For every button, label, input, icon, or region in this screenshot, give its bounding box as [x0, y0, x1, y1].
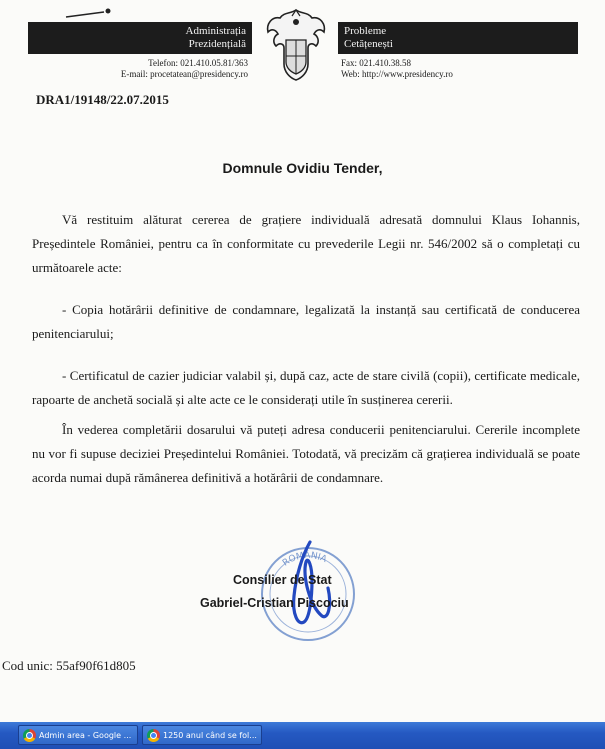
- registration-number: DRA1/19148/22.07.2015: [36, 92, 169, 107]
- header-right-title-2: Cetățenești: [344, 38, 393, 50]
- coat-of-arms-icon: [262, 6, 330, 82]
- salutation: Domnule Ovidiu Tender,: [222, 160, 383, 176]
- header-right-contact: [341, 58, 453, 80]
- paragraph-2: - Copia hotărârii definitive de condamnare, legalizată la instanță sau certificată de conducerea penitenciarului;: [32, 302, 580, 341]
- pen-mark: [64, 8, 114, 20]
- paragraph-1: Vă restituim alăturat cererea de grațiere individuală adresată domnului Klaus Iohannis, Președintele României, pentru ca în conformitate cu prevederile Legii nr. 546/2002 să o completați cu următoarele acte:: [32, 212, 580, 275]
- signature-title: Consilier de Stat: [233, 573, 332, 587]
- header-web: Web: http://www.presidency.ro: [341, 69, 453, 79]
- header-left-contact: [121, 58, 248, 80]
- header-left-title-1: Administrația: [185, 25, 246, 37]
- header-email: E-mail: procetatean@presidency.ro: [120, 69, 248, 79]
- paragraph-4: În vederea completării dosarului vă puteți adresa conducerii penitenciarului. Cererile incomplete nu vor fi supuse deciziei Președintelui României. Totodată, vă precizăm că grațierea individuală se poate acorda numai după rămânerea definitivă a hotărârii de condamnare.: [32, 422, 580, 485]
- signature-name: Gabriel-Cristian Piscociu: [200, 596, 349, 610]
- header-phone: Telefon: 021.410.05.81/363: [148, 58, 248, 68]
- header-right-title-1: Probleme: [344, 25, 387, 37]
- taskbar: [0, 722, 605, 749]
- taskbar-item-1250-anul[interactable]: [142, 725, 262, 745]
- unique-code: Cod unic: 55af90f61d805: [2, 658, 136, 673]
- header-left-title-2: Prezidențială: [188, 38, 246, 50]
- chrome-icon: [23, 729, 36, 742]
- header-left-bar: [28, 22, 252, 54]
- paragraph-3: - Certificatul de cazier judiciar valabil și, după caz, acte de stare civilă (copii), certificate medicale, rapoarte de anchetă socială și alte acte ce le considerați utile în susținerea cererii.: [32, 368, 580, 407]
- taskbar-item-label: Admin area - Google ...: [39, 731, 132, 740]
- taskbar-item-admin-area[interactable]: [18, 725, 138, 745]
- stamp-text: ROMÂNIA: [281, 550, 329, 569]
- header-right-bar: [338, 22, 578, 54]
- header-fax: Fax: 021.410.38.58: [341, 58, 412, 68]
- taskbar-item-label: 1250 anul când se fol...: [163, 731, 257, 740]
- chrome-icon: [147, 729, 160, 742]
